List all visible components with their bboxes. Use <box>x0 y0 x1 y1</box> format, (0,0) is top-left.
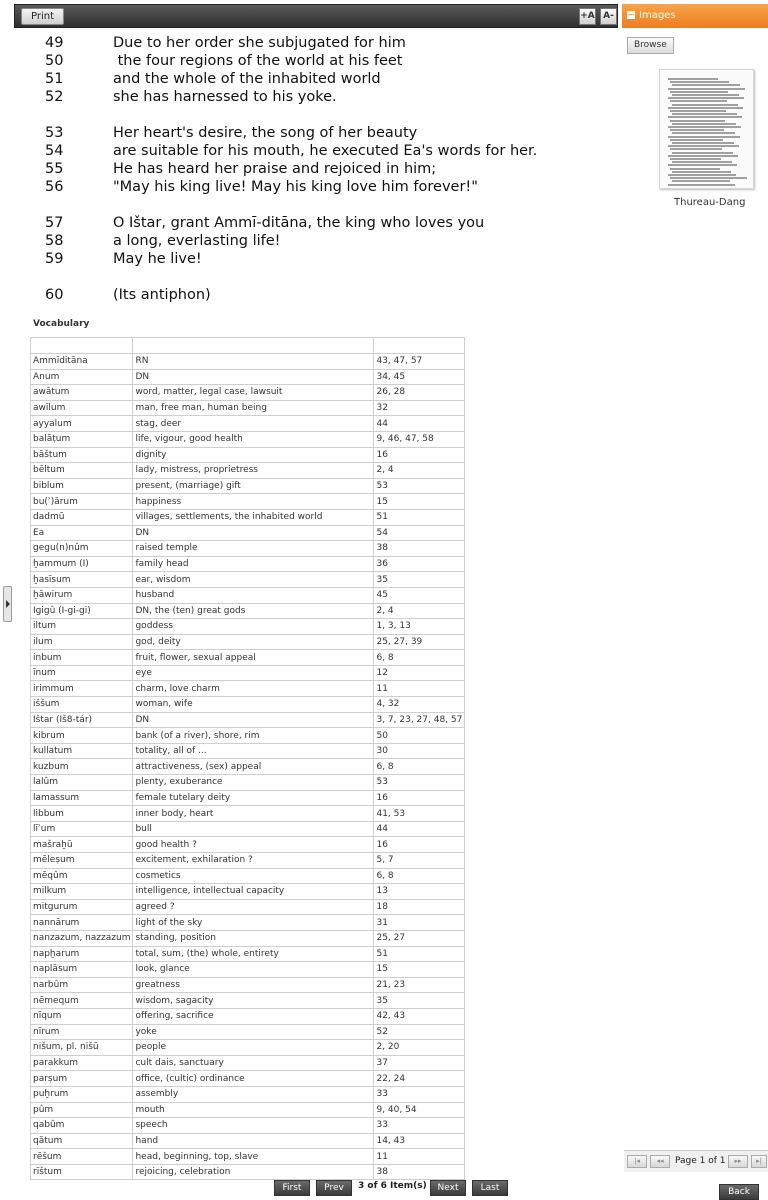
vocab-meaning: greatness <box>133 977 374 993</box>
thumbnail-line <box>670 81 729 83</box>
vocab-term: bāštum <box>31 447 133 463</box>
line-number: 51 <box>45 71 64 87</box>
main-toolbar <box>14 4 618 28</box>
vocab-meaning: head, beginning, top, slave <box>133 1149 374 1165</box>
table-row <box>31 400 465 416</box>
thumbnail-line <box>672 123 736 125</box>
vocab-lines: 52 <box>374 1024 465 1040</box>
table-row <box>31 431 465 447</box>
vocab-term: naplāsum <box>31 962 133 978</box>
thumbnail-line <box>672 113 737 115</box>
table-row <box>31 525 465 541</box>
table-row <box>31 509 465 525</box>
thumbnail-line <box>672 104 738 106</box>
vocab-lines: 53 <box>374 478 465 494</box>
vocab-lines: 37 <box>374 1055 465 1071</box>
table-row <box>31 743 465 759</box>
table-row <box>31 634 465 650</box>
vocab-term: milkum <box>31 884 133 900</box>
vocab-meaning: woman, wife <box>133 697 374 713</box>
line-number: 52 <box>45 89 64 105</box>
vocab-meaning: good health ? <box>133 837 374 853</box>
line-number: 50 <box>45 53 64 69</box>
vocab-meaning: cosmetics <box>133 868 374 884</box>
thumbnail-line <box>668 136 740 138</box>
thumbnail-line <box>670 148 722 150</box>
line-number: 53 <box>45 125 64 141</box>
line-number: 59 <box>45 251 64 267</box>
table-row <box>31 1149 465 1165</box>
vocab-lines: 16 <box>374 447 465 463</box>
vocab-meaning: assembly <box>133 1086 374 1102</box>
vocab-lines: 16 <box>374 837 465 853</box>
table-row <box>31 416 465 432</box>
vocab-meaning: husband <box>133 587 374 603</box>
table-row <box>31 587 465 603</box>
vocab-lines: 5, 7 <box>374 853 465 869</box>
vocab-term: nanzazum, nazzazum <box>31 930 133 946</box>
line-number: 57 <box>45 215 64 231</box>
vocab-meaning: standing, position <box>133 930 374 946</box>
vocab-meaning: dignity <box>133 447 374 463</box>
vocab-lines: 51 <box>374 509 465 525</box>
table-row <box>31 775 465 791</box>
vocab-meaning: plenty, exuberance <box>133 775 374 791</box>
thumbnail-line <box>670 120 725 122</box>
table-row <box>31 369 465 385</box>
vocabulary-table <box>30 337 465 1180</box>
vocab-term: puḫrum <box>31 1086 133 1102</box>
vocab-meaning: yoke <box>133 1024 374 1040</box>
vocab-lines: 35 <box>374 572 465 588</box>
vocab-meaning: speech <box>133 1118 374 1134</box>
vocab-meaning: eye <box>133 665 374 681</box>
vocab-meaning: DN <box>133 525 374 541</box>
line-text: Her heart's desire, the song of her beauty <box>113 125 418 141</box>
vocab-meaning: DN, the (ten) great gods <box>133 603 374 619</box>
vocab-lines: 38 <box>374 1164 465 1180</box>
vocab-term: mašraḫū <box>31 837 133 853</box>
thumbnail-line <box>668 116 742 118</box>
vocab-term: bu(ʾ)ārum <box>31 494 133 510</box>
vocab-term: narbûm <box>31 977 133 993</box>
line-number: 54 <box>45 143 64 159</box>
images-pager <box>624 1150 768 1172</box>
vocab-lines: 25, 27 <box>374 930 465 946</box>
table-row <box>31 946 465 962</box>
vocab-term: qabûm <box>31 1118 133 1134</box>
table-row <box>31 728 465 744</box>
table-row <box>31 712 465 728</box>
vocab-term: ḫāwirum <box>31 587 133 603</box>
vocab-term: Igigû (I-gi-gi) <box>31 603 133 619</box>
thumbnail-line <box>668 155 738 157</box>
table-row <box>31 572 465 588</box>
thumbnail-line <box>668 126 741 128</box>
vocab-term: dadmū <box>31 509 133 525</box>
thumbnail-line <box>670 129 724 131</box>
table-row <box>31 478 465 494</box>
vocab-lines: 6, 8 <box>374 759 465 775</box>
table-row <box>31 1164 465 1180</box>
table-row <box>31 1008 465 1024</box>
vocab-lines: 33 <box>374 1118 465 1134</box>
table-row <box>31 681 465 697</box>
vocab-meaning: inner body, heart <box>133 806 374 822</box>
vocab-term: parakkum <box>31 1055 133 1071</box>
vocab-term: parṣum <box>31 1071 133 1087</box>
vocab-lines: 16 <box>374 790 465 806</box>
thumbnail-line <box>672 94 739 96</box>
font-decrease-icon[interactable]: A- <box>600 8 617 25</box>
table-row <box>31 1086 465 1102</box>
tablet-thumbnail[interactable] <box>659 69 754 189</box>
vocab-meaning: raised temple <box>133 541 374 557</box>
thumbnail-line <box>672 171 731 173</box>
vocab-term: Ištar (Iš8-tár) <box>31 712 133 728</box>
vocab-term: pûm <box>31 1102 133 1118</box>
thumbnail-line <box>672 152 733 154</box>
table-row <box>31 806 465 822</box>
vocab-meaning: stag, deer <box>133 416 374 432</box>
vocab-term: inbum <box>31 650 133 666</box>
vocab-meaning: life, vigour, good health <box>133 431 374 447</box>
line-text: a long, everlasting life! <box>113 233 281 249</box>
table-row <box>31 697 465 713</box>
next-button[interactable]: Next <box>430 1180 466 1196</box>
vocab-lines: 30 <box>374 743 465 759</box>
vocab-term: balāṭum <box>31 431 133 447</box>
thumbnail-line <box>668 184 735 186</box>
vocab-term: nīrum <box>31 1024 133 1040</box>
table-row <box>31 868 465 884</box>
next-page-icon[interactable]: ▸▸ <box>728 1155 748 1168</box>
table-row <box>31 447 465 463</box>
vocab-meaning: bull <box>133 821 374 837</box>
thumbnail-line <box>668 174 736 176</box>
vocab-term: napḫarum <box>31 946 133 962</box>
line-number: 56 <box>45 179 64 195</box>
vocab-term: Ea <box>31 525 133 541</box>
table-row <box>31 899 465 915</box>
table-row <box>31 821 465 837</box>
first-page-icon[interactable]: |◂ <box>627 1155 647 1168</box>
vocab-term: iltum <box>31 619 133 635</box>
thumbnail-line <box>668 97 744 99</box>
table-row <box>31 977 465 993</box>
sidebar-toggle[interactable] <box>3 586 12 622</box>
vocab-term: lamassum <box>31 790 133 806</box>
vocab-lines: 13 <box>374 884 465 900</box>
back-button[interactable]: Back <box>719 1184 759 1200</box>
vocab-lines: 31 <box>374 915 465 931</box>
thumbnail-line <box>672 132 735 134</box>
table-row <box>31 1118 465 1134</box>
vocab-meaning: mouth <box>133 1102 374 1118</box>
vocab-lines: 15 <box>374 494 465 510</box>
table-row <box>31 463 465 479</box>
vocab-meaning: god, deity <box>133 634 374 650</box>
table-row <box>31 790 465 806</box>
vocab-lines: 15 <box>374 962 465 978</box>
vocabulary-title: Vocabulary <box>33 319 90 329</box>
line-number: 58 <box>45 233 64 249</box>
thumbnail-line <box>670 158 721 160</box>
vocab-term: mitgurum <box>31 899 133 915</box>
images-panel-header[interactable] <box>622 4 768 28</box>
vocab-lines: 26, 28 <box>374 385 465 401</box>
vocab-lines: 44 <box>374 821 465 837</box>
table-row <box>31 1102 465 1118</box>
vocab-term: nēmequm <box>31 993 133 1009</box>
vocab-lines: 3, 7, 23, 27, 48, 57 <box>374 712 465 728</box>
vocab-lines: 2, 4 <box>374 603 465 619</box>
font-increase-icon[interactable]: +A <box>579 8 596 25</box>
vocab-term: kuzbum <box>31 759 133 775</box>
vocab-lines: 44 <box>374 416 465 432</box>
vocab-meaning: goddess <box>133 619 374 635</box>
table-row <box>31 541 465 557</box>
thumbnail-line <box>670 139 723 141</box>
vocab-meaning: man, free man, human being <box>133 400 374 416</box>
vocab-lines: 12 <box>374 665 465 681</box>
line-number: 49 <box>45 35 64 51</box>
vocab-term: nīqum <box>31 1008 133 1024</box>
last-page-icon[interactable]: ▸| <box>751 1155 767 1168</box>
last-button[interactable]: Last <box>472 1180 508 1196</box>
vocab-lines: 18 <box>374 899 465 915</box>
table-row <box>31 1133 465 1149</box>
vocab-lines: 21, 23 <box>374 977 465 993</box>
vocab-term: Ammīditāna <box>31 354 133 370</box>
vocab-term: qātum <box>31 1133 133 1149</box>
table-row <box>31 354 465 370</box>
vocab-term: iššum <box>31 697 133 713</box>
thumbnail-caption: Thureau-Dang <box>674 197 746 208</box>
vocab-meaning: villages, settlements, the inhabited world <box>133 509 374 525</box>
vocab-meaning: offering, sacrifice <box>133 1008 374 1024</box>
vocab-term: rīštum <box>31 1164 133 1180</box>
vocab-term: nannārum <box>31 915 133 931</box>
vocab-term: ayyalum <box>31 416 133 432</box>
line-text: He has heard her praise and rejoiced in him; <box>113 161 437 177</box>
vocab-meaning: attractiveness, (sex) appeal <box>133 759 374 775</box>
vocab-meaning: present, (marriage) gift <box>133 478 374 494</box>
thumbnail-line <box>668 107 743 109</box>
thumbnail-line <box>672 84 740 86</box>
thumbnail-line <box>668 145 739 147</box>
vocab-term: nišum, pl. nišū <box>31 1040 133 1056</box>
vocab-meaning: hand <box>133 1133 374 1149</box>
vocab-meaning: office, (cultic) ordinance <box>133 1071 374 1087</box>
prev-page-icon[interactable]: ◂◂ <box>650 1155 670 1168</box>
vocab-lines: 2, 20 <box>374 1040 465 1056</box>
vocab-meaning: fruit, flower, sexual appeal <box>133 650 374 666</box>
line-text: O Ištar, grant Ammī-ditāna, the king who loves you <box>113 215 485 231</box>
vocab-meaning: total, sum, (the) whole, entirety <box>133 946 374 962</box>
vocab-term: ḫasīsum <box>31 572 133 588</box>
vocab-term: kibrum <box>31 728 133 744</box>
table-row <box>31 930 465 946</box>
table-header-row <box>31 338 465 354</box>
vocab-lines: 1, 3, 13 <box>374 619 465 635</box>
vocab-meaning: light of the sky <box>133 915 374 931</box>
vocab-lines: 32 <box>374 400 465 416</box>
vocab-meaning: female tutelary deity <box>133 790 374 806</box>
vocab-term: irimmum <box>31 681 133 697</box>
vocab-meaning: DN <box>133 712 374 728</box>
vocab-lines: 22, 24 <box>374 1071 465 1087</box>
vocab-lines: 11 <box>374 681 465 697</box>
vocab-term: awātum <box>31 385 133 401</box>
line-text: she has harnessed to his yoke. <box>113 89 337 105</box>
vocab-term: rēšum <box>31 1149 133 1165</box>
thumbnail-line <box>668 164 737 166</box>
vocab-lines: 9, 46, 47, 58 <box>374 431 465 447</box>
vocab-term: ilum <box>31 634 133 650</box>
vocab-term: kullatum <box>31 743 133 759</box>
item-count: 3 of 6 Item(s) <box>358 1181 427 1191</box>
thumbnail-line <box>670 177 747 179</box>
thumbnail-line <box>670 91 728 93</box>
thumbnail-line <box>670 100 727 102</box>
vocab-lines: 50 <box>374 728 465 744</box>
line-number: 60 <box>45 287 64 303</box>
prev-button[interactable]: Prev <box>316 1180 352 1196</box>
vocab-lines: 43, 47, 57 <box>374 354 465 370</box>
vocab-lines: 38 <box>374 541 465 557</box>
line-text: "May his king live! May his king love him forever!" <box>113 179 478 195</box>
collapse-icon[interactable]: − <box>627 10 635 19</box>
thumbnail-line <box>668 78 718 80</box>
vocab-lines: 14, 43 <box>374 1133 465 1149</box>
table-row <box>31 1040 465 1056</box>
vocab-meaning: lady, mistress, proprietress <box>133 463 374 479</box>
line-text: May he live! <box>113 251 202 267</box>
vocab-meaning: rejoicing, celebration <box>133 1164 374 1180</box>
vocab-lines: 41, 53 <box>374 806 465 822</box>
thumbnail-line <box>672 180 730 182</box>
vocab-lines: 2, 4 <box>374 463 465 479</box>
vocab-meaning: wisdom, sagacity <box>133 993 374 1009</box>
vocab-meaning: DN <box>133 369 374 385</box>
table-row <box>31 1024 465 1040</box>
line-text: the four regions of the world at his feet <box>113 53 403 69</box>
vocab-meaning: agreed ? <box>133 899 374 915</box>
table-row <box>31 650 465 666</box>
chevron-right-icon <box>6 600 10 608</box>
vocab-lines: 54 <box>374 525 465 541</box>
vocab-lines: 9, 40, 54 <box>374 1102 465 1118</box>
vocab-lines: 35 <box>374 993 465 1009</box>
vocab-term: lalûm <box>31 775 133 791</box>
vocab-meaning: cult dais, sanctuary <box>133 1055 374 1071</box>
vocab-term: bēltum <box>31 463 133 479</box>
page-indicator: Page 1 of 1 <box>675 1156 726 1166</box>
vocab-lines: 33 <box>374 1086 465 1102</box>
table-row <box>31 603 465 619</box>
vocab-term: awīlum <box>31 400 133 416</box>
vocab-lines: 45 <box>374 587 465 603</box>
table-row <box>31 619 465 635</box>
thumbnail-line <box>670 110 726 112</box>
print-button[interactable]: Print <box>21 8 64 25</box>
vocab-meaning: totality, all of ... <box>133 743 374 759</box>
vocab-lines: 53 <box>374 775 465 791</box>
vocab-term: biblum <box>31 478 133 494</box>
table-row <box>31 759 465 775</box>
thumbnail-line <box>672 161 732 163</box>
table-row <box>31 962 465 978</box>
vocab-meaning: bank (of a river), shore, rim <box>133 728 374 744</box>
vocab-lines: 11 <box>374 1149 465 1165</box>
line-text: are suitable for his mouth, he executed Ea's words for her. <box>113 143 538 159</box>
vocab-lines: 4, 32 <box>374 697 465 713</box>
vocab-term: libbum <box>31 806 133 822</box>
table-row <box>31 853 465 869</box>
vocab-term: Anum <box>31 369 133 385</box>
vocab-lines: 51 <box>374 946 465 962</box>
table-row <box>31 837 465 853</box>
vocab-meaning: people <box>133 1040 374 1056</box>
table-row <box>31 1071 465 1087</box>
table-row <box>31 884 465 900</box>
vocab-meaning: charm, love charm <box>133 681 374 697</box>
images-panel-title: Images <box>639 10 676 21</box>
table-row <box>31 385 465 401</box>
table-row <box>31 915 465 931</box>
vocab-term: ḫammum (I) <box>31 556 133 572</box>
vocab-term: gegu(n)nûm <box>31 541 133 557</box>
vocab-meaning: excitement, exhilaration ? <box>133 853 374 869</box>
vocab-meaning: happiness <box>133 494 374 510</box>
line-text: (Its antiphon) <box>113 287 211 303</box>
thumbnail-line <box>668 88 745 90</box>
vocab-term: īnum <box>31 665 133 681</box>
thumbnail-line <box>672 142 734 144</box>
table-row <box>31 494 465 510</box>
vocab-meaning: RN <box>133 354 374 370</box>
vocab-lines: 34, 45 <box>374 369 465 385</box>
vocab-meaning: intelligence, intellectual capacity <box>133 884 374 900</box>
table-row <box>31 993 465 1009</box>
line-text: and the whole of the inhabited world <box>113 71 381 87</box>
vocab-meaning: family head <box>133 556 374 572</box>
vocab-meaning: word, matter, legal case, lawsuit <box>133 385 374 401</box>
vocab-meaning: look, glance <box>133 962 374 978</box>
first-button[interactable]: First <box>274 1180 310 1196</box>
vocab-lines: 25, 27, 39 <box>374 634 465 650</box>
table-row <box>31 1055 465 1071</box>
table-row <box>31 665 465 681</box>
table-row <box>31 556 465 572</box>
vocab-lines: 6, 8 <box>374 650 465 666</box>
vocab-meaning: ear, wisdom <box>133 572 374 588</box>
browse-button[interactable]: Browse <box>627 37 674 54</box>
vocab-lines: 36 <box>374 556 465 572</box>
line-number: 55 <box>45 161 64 177</box>
vocab-term: mēqûm <box>31 868 133 884</box>
vocab-term: līʾum <box>31 821 133 837</box>
thumbnail-line <box>670 168 720 170</box>
vocab-lines: 42, 43 <box>374 1008 465 1024</box>
vocab-term: mēleṣum <box>31 853 133 869</box>
line-text: Due to her order she subjugated for him <box>113 35 406 51</box>
vocab-lines: 6, 8 <box>374 868 465 884</box>
